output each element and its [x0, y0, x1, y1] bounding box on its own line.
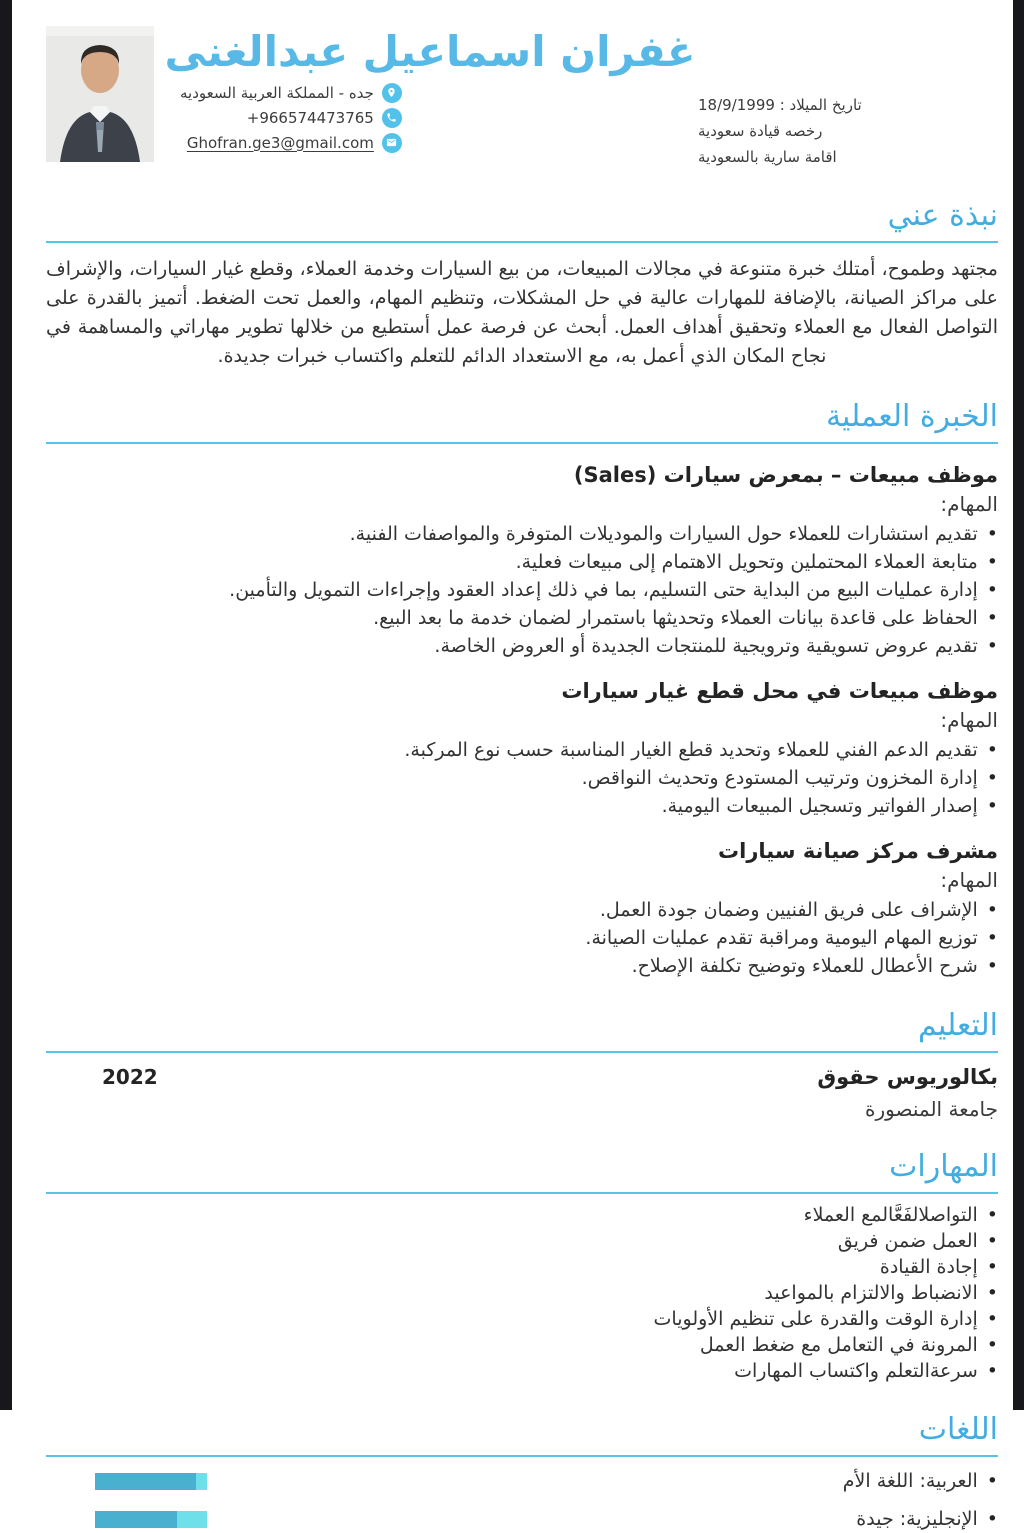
location-text: جده - المملكة العربية السعوديه	[180, 83, 374, 102]
section-languages	[46, 1410, 998, 1533]
contact-email	[187, 133, 402, 153]
job-2	[46, 676, 998, 820]
candidate-name: غفران اسماعيل عبدالغنى	[164, 27, 696, 76]
section-skills	[46, 1147, 998, 1384]
about-text: مجتهد وطموح، أمتلك خبرة متنوعة في مجالات المبيعات، من بيع السيارات وخدمة العملاء، وقطع غيار السيارات، والإشراف على مراكز الصيانة، بالإضافة للمهارات عالية في حل المشكلات، وتنظيم المهام، والعمل تحت الضغط. أتميز بالقدرة على التواصل الفعال مع العملاء وتحقيق أهداف العمل. أبحث عن فرصة عمل أستطيع من خلالها تطوير مهاراتي والمساهمة في نجاح المكان الذي أعمل به، مع الاستعداد الدائم للتعلم واكتساب خبرات جديدة.	[46, 258, 998, 367]
job-3	[46, 836, 998, 980]
skills-list	[46, 1202, 998, 1384]
task-item: • إدارة عمليات البيع من البداية حتى التسليم، بما في ذلك إعداد العقود وإجراءات التمويل والتأمين.	[46, 576, 998, 604]
section-about	[46, 196, 998, 371]
phone-icon	[382, 108, 402, 128]
language-level-fill	[95, 1473, 196, 1490]
task-item: • شرح الأعطال للعملاء وتوضيح تكلفة الإصلاح.	[46, 952, 998, 980]
skill-item: • الانضباط والالتزام بالمواعيد	[46, 1280, 998, 1306]
skills-title: المهارات	[46, 1147, 998, 1194]
skill-item: • المرونة في التعامل مع ضغط العمل	[46, 1332, 998, 1358]
education-row	[46, 1065, 998, 1089]
language-label: • الإنجليزية: جيدة	[856, 1505, 998, 1533]
task-item: • تقديم عروض تسويقية وترويجية للمنتجات الجديدة أو العروض الخاصة.	[46, 632, 998, 660]
skill-item: • التواصلالفَعَّالمع العملاء	[46, 1202, 998, 1228]
task-item: • الإشراف على فريق الفنيين وضمان جودة العمل.	[46, 896, 998, 924]
task-list	[46, 736, 998, 820]
header	[46, 26, 998, 170]
task-item: • الحفاظ على قاعدة بيانات العملاء وتحديثها باستمرار لضمان خدمة ما بعد البيع.	[46, 604, 998, 632]
task-item: • إصدار الفواتير وتسجيل المبيعات اليومية.	[46, 792, 998, 820]
residence-status: اقامة سارية بالسعودية	[698, 148, 837, 166]
task-list	[46, 520, 998, 660]
about-title: نبذة عني	[46, 196, 998, 243]
skill-item: • إدارة الوقت والقدرة على تنظيم الأولويات	[46, 1306, 998, 1332]
email-icon	[382, 133, 402, 153]
job-role: مشرف مركز صيانة سيارات	[718, 839, 998, 863]
language-english	[46, 1505, 998, 1533]
language-level-bar	[95, 1511, 207, 1528]
task-list	[46, 896, 998, 980]
language-level-fill	[95, 1511, 177, 1528]
job-role: موظف مبيعات – بمعرض سيارات (Sales)	[573, 463, 998, 487]
languages-list	[46, 1467, 998, 1533]
experience-title: الخبرة العملية	[46, 397, 998, 444]
left-edge-bar	[0, 0, 12, 1410]
email-text[interactable]: Ghofran.ge3@gmail.com	[186, 133, 374, 152]
language-label: • العربية: اللغة الأم	[843, 1467, 998, 1495]
language-arabic	[46, 1467, 998, 1495]
degree-name: بكالوريوس حقوق	[817, 1065, 998, 1089]
section-education	[46, 1006, 998, 1121]
university-name: جامعة المنصورة	[865, 1097, 998, 1121]
right-edge-bar	[1013, 0, 1024, 1410]
birth-date: تاريخ الميلاد : 18/9/1999	[698, 96, 862, 114]
location-pin-icon	[382, 83, 402, 103]
personal-info	[698, 26, 998, 170]
task-item: • تقديم استشارات للعملاء حول السيارات والموديلات المتوفرة والمواصفات الفنية.	[46, 520, 998, 548]
job-role: موظف مبيعات في محل قطع غيار سيارات	[561, 679, 998, 703]
task-item: • متابعة العملاء المحتملين وتحويل الاهتمام إلى مبيعات فعلية.	[46, 548, 998, 576]
phone-text: +966574473765	[246, 108, 374, 127]
profile-photo	[46, 26, 154, 162]
tasks-label: المهام:	[940, 708, 998, 732]
education-title: التعليم	[46, 1006, 998, 1053]
skill-item: • سرعةالتعلم واكتساب المهارات	[46, 1358, 998, 1384]
skill-item: • العمل ضمن فريق	[46, 1228, 998, 1254]
cv-page	[12, 0, 1013, 1530]
task-item: • إدارة المخزون وترتيب المستودع وتحديث النواقص.	[46, 764, 998, 792]
name-contact-block	[162, 26, 698, 153]
section-experience	[46, 397, 998, 980]
language-level-bar	[95, 1473, 207, 1490]
contact-list	[180, 83, 402, 153]
task-item: • توزيع المهام اليومية ومراقبة تقدم عمليات الصيانة.	[46, 924, 998, 952]
tasks-label: المهام:	[940, 868, 998, 892]
task-item: • تقديم الدعم الفني للعملاء وتحديد قطع الغيار المناسبة حسب نوع المركبة.	[46, 736, 998, 764]
job-1	[46, 460, 998, 660]
languages-title: اللغات	[46, 1410, 998, 1457]
driving-license: رخصه قيادة سعودية	[698, 122, 823, 140]
skill-item: • إجادة القيادة	[46, 1254, 998, 1280]
contact-location	[180, 83, 402, 103]
graduation-year: 2022	[102, 1065, 158, 1089]
tasks-label: المهام:	[940, 492, 998, 516]
contact-phone	[247, 108, 402, 128]
